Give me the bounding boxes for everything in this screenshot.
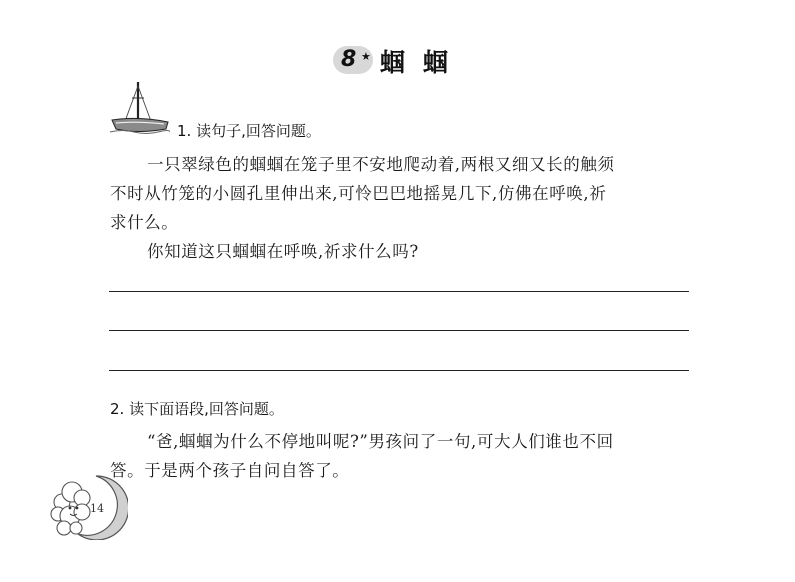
question-1-passage-line-2: 不时从竹笼的小圆孔里伸出来,可怜巴巴地摇晃几下,仿佛在呼唤,祈 xyxy=(110,184,607,203)
question-2-heading: 2. 读下面语段,回答问题。 xyxy=(110,400,284,418)
sailboat-icon xyxy=(108,80,170,138)
question-1-passage-line-1: 一只翠绿色的蝈蝈在笼子里不安地爬动着,两根又细又长的触须 xyxy=(147,155,615,174)
answer-line-2[interactable] xyxy=(109,330,689,331)
lesson-star-icon: ★ xyxy=(361,50,371,63)
question-1-passage-line-3: 求什么。 xyxy=(110,213,179,232)
question-2-passage-line-1: “爸,蝈蝈为什么不停地叫呢?”男孩问了一句,可大人们谁也不回 xyxy=(147,432,614,451)
answer-line-1[interactable] xyxy=(109,291,689,292)
question-1-prompt: 你知道这只蝈蝈在呼唤,祈求什么吗? xyxy=(147,242,419,261)
question-2-passage-line-2: 答。于是两个孩子自问自答了。 xyxy=(110,461,350,480)
lesson-number: 8 xyxy=(341,47,357,72)
lesson-title: 蝈蝈 xyxy=(380,48,467,77)
question-1-heading: 1. 读句子,回答问题。 xyxy=(177,122,321,140)
moon-cloud-icon xyxy=(48,472,128,540)
page-number: 14 xyxy=(90,502,104,515)
answer-line-3[interactable] xyxy=(109,370,689,371)
